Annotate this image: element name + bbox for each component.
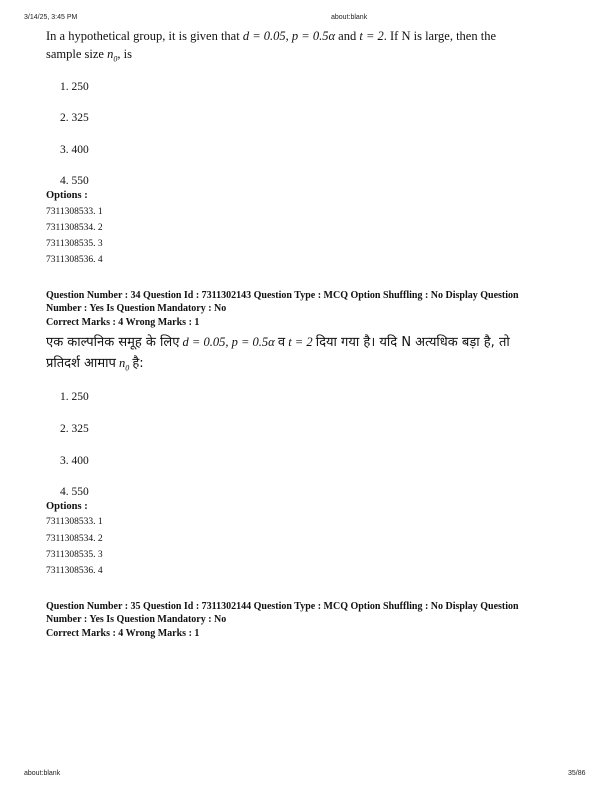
q34-hindi-part3: प्रतिदर्श आमाप bbox=[46, 356, 116, 371]
q34-hindi-part1: एक काल्पनिक समूह के लिए bbox=[46, 335, 180, 350]
q34-meta-line2: Number : Yes Is Question Mandatory : No bbox=[46, 303, 227, 314]
q33-choice-3: 3. 400 bbox=[60, 144, 89, 156]
q33-text-line1 bbox=[46, 27, 496, 45]
q33-text-part4: , is bbox=[117, 47, 132, 61]
print-timestamp: 3/14/25, 3:45 PM bbox=[24, 14, 78, 21]
print-title: about:blank bbox=[331, 14, 368, 21]
q34-choice-2: 2. 325 bbox=[60, 423, 89, 435]
q34-math-p: p = 0.5α bbox=[231, 335, 275, 349]
q33-choice-4: 4. 550 bbox=[60, 175, 89, 187]
q33-option-id-3: 7311308535. 3 bbox=[46, 239, 103, 249]
q33-and: and bbox=[338, 29, 357, 43]
q34-option-id-1: 7311308533. 1 bbox=[46, 517, 103, 527]
q33-math-n0: $n_0$ bbox=[107, 47, 118, 64]
q34-meta-line1: Question Number : 34 Question Id : 7311302143 Question Type : MCQ Option Shuffling : No Display Question bbox=[46, 290, 519, 301]
q34-option-id-3: 7311308535. 3 bbox=[46, 550, 103, 560]
q35-meta-line2: Number : Yes Is Question Mandatory : No bbox=[46, 614, 227, 625]
q33-math-t: t = 2 bbox=[359, 29, 384, 43]
page-number: 35/86 bbox=[568, 770, 586, 777]
q34-text-line1 bbox=[46, 333, 510, 352]
q34-option-id-4: 7311308536. 4 bbox=[46, 566, 103, 576]
q33-choice-2: 2. 325 bbox=[60, 112, 89, 124]
q34-choice-1: 1. 250 bbox=[60, 391, 89, 403]
q33-option-id-1: 7311308533. 1 bbox=[46, 207, 103, 217]
q33-choice-1: 1. 250 bbox=[60, 81, 89, 93]
print-footer-url: about:blank bbox=[24, 770, 61, 777]
q33-math-d: d = 0.05, bbox=[242, 29, 289, 43]
q34-math-t: t = 2 bbox=[288, 335, 313, 349]
q34-math-n0: $n_0$ bbox=[119, 356, 130, 373]
q33-text-part3: sample size bbox=[46, 47, 104, 61]
q34-hindi-va: व bbox=[277, 335, 286, 350]
q34-text-line2 bbox=[46, 354, 144, 378]
q34-choice-4: 4. 550 bbox=[60, 486, 89, 498]
q35-meta-line3: Correct Marks : 4 Wrong Marks : 1 bbox=[46, 628, 200, 639]
q34-option-id-2: 7311308534. 2 bbox=[46, 534, 103, 544]
q33-option-id-4: 7311308536. 4 bbox=[46, 255, 103, 265]
q33-options-label: Options : bbox=[46, 190, 88, 201]
q35-meta-line1: Question Number : 35 Question Id : 7311302144 Question Type : MCQ Option Shuffling : No Display Question bbox=[46, 601, 519, 612]
q34-hindi-part2: दिया गया है। यदि N अत्यधिक बड़ा है, तो bbox=[315, 335, 510, 350]
q34-math-d: d = 0.05, bbox=[182, 335, 229, 349]
q33-text-part: In a hypothetical group, it is given that bbox=[46, 29, 240, 43]
q34-options-label: Options : bbox=[46, 501, 88, 512]
q33-math-p: p = 0.5α bbox=[291, 29, 336, 43]
q33-text-part2: . If N is large, then the bbox=[383, 29, 497, 43]
q33-text-line2 bbox=[46, 45, 132, 69]
q34-hindi-part4: है: bbox=[132, 356, 144, 371]
q34-meta-line3: Correct Marks : 4 Wrong Marks : 1 bbox=[46, 317, 200, 328]
q33-option-id-2: 7311308534. 2 bbox=[46, 223, 103, 233]
q34-choice-3: 3. 400 bbox=[60, 455, 89, 467]
